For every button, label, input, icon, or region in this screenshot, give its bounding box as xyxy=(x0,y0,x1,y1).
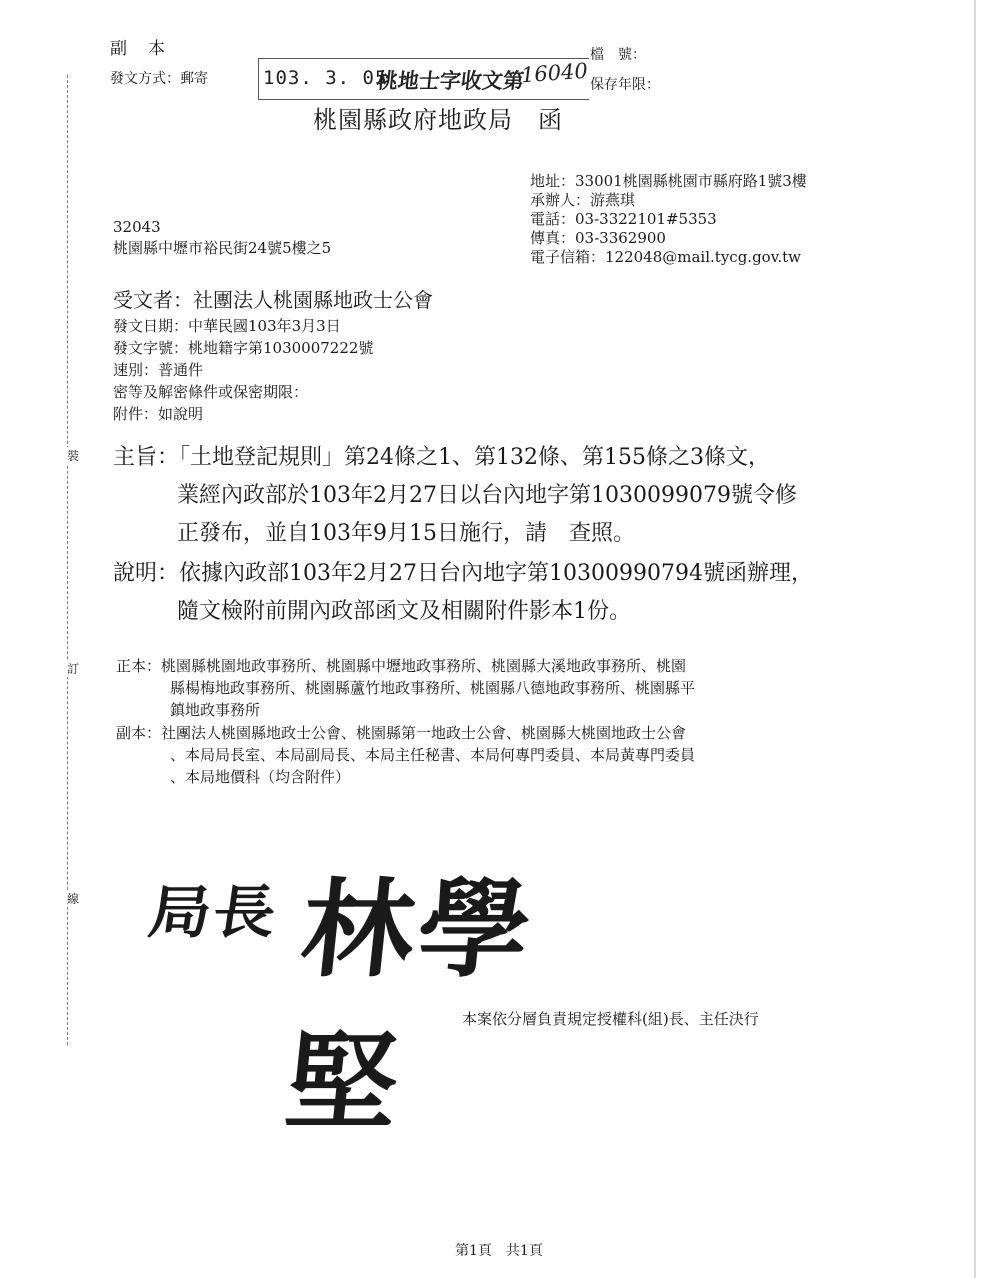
stamp-date: 103. 3. 05 xyxy=(263,67,388,89)
original-recipients-line-2: 縣楊梅地政事務所、桃園縣蘆竹地政事務所、桃園縣八德地政事務所、桃園縣平 xyxy=(170,679,696,697)
recipient-address: 桃園縣中壢市裕民街24號5樓之5 xyxy=(113,239,332,257)
stamp-number: 16040 xyxy=(520,58,589,88)
signature-title: 局長 xyxy=(144,878,283,946)
sender-address: 地址：33001桃園縣桃園市縣府路1號3樓 xyxy=(530,172,807,190)
sender-phone: 電話：03-3322101#5353 xyxy=(530,210,717,228)
page-number: 第1頁 共1頁 xyxy=(455,1243,543,1259)
issue-date: 發文日期：中華民國103年3月3日 xyxy=(113,317,341,335)
addressee: 受文者：社團法人桃園縣地政士公會 xyxy=(113,288,433,312)
secrecy-level: 密等及解密條件或保密期限： xyxy=(113,383,309,401)
binding-char-xian: 線 xyxy=(66,892,79,906)
speed-class: 速別：普通件 xyxy=(113,361,204,379)
copy-recipients-line-3: 、本局地價科（均含附件） xyxy=(170,768,351,786)
stamp-word: 桃地士字收文第 xyxy=(375,68,526,93)
attachment-note: 附件：如說明 xyxy=(113,405,204,423)
received-stamp xyxy=(258,58,589,100)
page-edge-shadow xyxy=(974,0,976,1278)
subject-line-1: 主旨：「土地登記規則」第24條之1、第132條、第155條之3條文， xyxy=(113,445,770,470)
sender-handler: 承辦人：游燕琪 xyxy=(530,191,636,209)
explanation-line-2: 隨文檢附前開內政部函文及相關附件影本1份。 xyxy=(177,599,631,624)
sender-email: 電子信箱：122048@mail.tycg.gov.tw xyxy=(530,248,802,266)
signature-name: 林學堅 xyxy=(279,867,541,1146)
director-signature xyxy=(144,845,610,1146)
copy-recipients-line-2: 、本局局長室、本局副局長、本局主任秘書、本局何專門委員、本局黃專門委員 xyxy=(170,746,696,764)
retention-label: 保存年限： xyxy=(590,77,660,93)
original-recipients-line-1: 正本：桃園縣桃園地政事務所、桃園縣中壢地政事務所、桃園縣大溪地政事務所、桃園 xyxy=(116,657,687,675)
subject-line-3: 正發布，並自103年9月15日施行，請 查照。 xyxy=(177,521,635,546)
recipient-postal-code: 32043 xyxy=(113,218,161,236)
subject-line-2: 業經內政部於103年2月27日以台內地字第1030099079號令修 xyxy=(177,483,797,508)
explanation-line-1: 說明：依據內政部103年2月27日台內地字第10300990794號函辦理， xyxy=(113,561,813,586)
original-recipients-line-3: 鎮地政事務所 xyxy=(170,701,261,719)
authority-note: 本案依分層負責規定授權科(組)長、主任決行 xyxy=(462,1010,759,1028)
copy-label: 副 本 xyxy=(110,39,167,59)
copy-recipients-line-1: 副本：社團法人桃園縣地政士公會、桃園縣第一地政士公會、桃園縣大桃園地政士公會 xyxy=(116,724,687,742)
sender-fax: 傳真：03-3362900 xyxy=(530,229,666,247)
document-number: 發文字號：桃地籍字第1030007222號 xyxy=(113,339,374,357)
file-number-label: 檔 號： xyxy=(590,47,646,63)
binding-char-ding: 訂 xyxy=(66,662,79,676)
binding-char-zhuang: 裝 xyxy=(66,449,79,463)
send-method: 發文方式：郵寄 xyxy=(110,71,208,87)
document-title: 桃園縣政府地政局 函 xyxy=(313,106,563,134)
